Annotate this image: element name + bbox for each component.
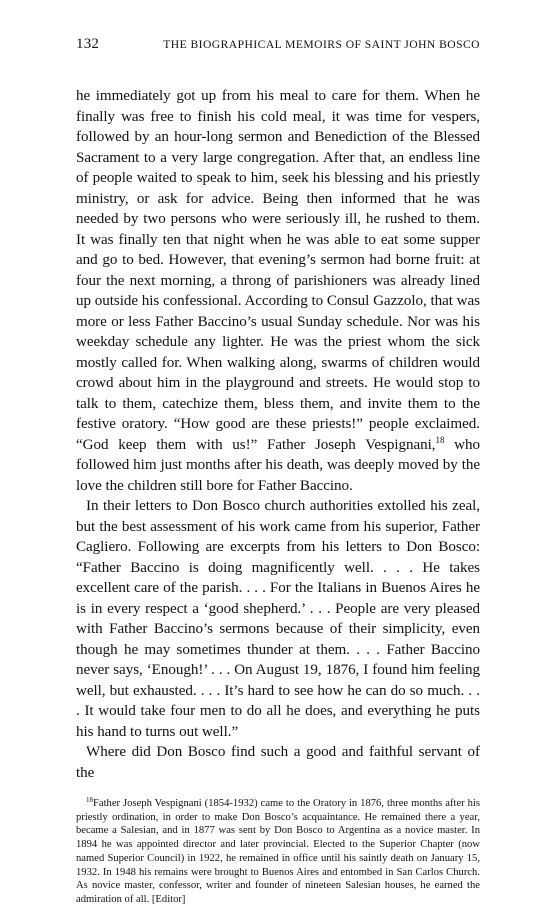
paragraph: Where did Don Bosco find such a good and faithful servant of the [76,744,480,781]
page-number: 132 [76,36,100,52]
paragraph: In their letters to Don Bosco church authorities extolled his zeal, but the best assessment of his work came from his superior, Father Cagliero. Following are excerpts from his letters to Don Bosco: “Father Baccino is doing magnificently well. . . . He takes excellent care of the parish. . . . For the Italians in Buenos Aires he is in every respect a ‘good shepherd.’ . . . People are very pleased with Father Baccino’s sermons because of their simplicity, even though he may sometimes thunder at them. . . . Father Baccino never says, ‘Enough!’ . . . On August 19, 1876, I found him feeling well, but exhausted. . . . It’s hard to see how he can do so much. . . . It would take four men to do all he does, and everything he puts his hand to turns out well.” [76,498,480,740]
book-title-header: THE BIOGRAPHICAL MEMOIRS OF SAINT JOHN BOSCO [163,38,480,51]
footnote-text: Father Joseph Vespignani (1854-1932) came to the Oratory in 1876, three months after his priestly ordination, in order to make Don Bosco’s acquaintance. He remained there a year, became a Salesian, and in 1877 was sent by Don Bosco to Argentina as a novice master. In 1894 he was appointed director and later provincial. Elected to the Superior Chapter (now named Superior Council) in 1922, he remained in office until his saintly death on January 15, 1932. In 1948 his remains were brought to Buenos Aires and entombed in San Carlos Church. As novice master, confessor, writer and founder of nineteen Salesian houses, he earned the admiration of all. [Editor] [76,798,480,905]
footnote-reference: 18 [435,434,445,445]
paragraph [76,86,480,496]
main-text [76,86,480,783]
paragraph-text: he immediately got up from his meal to care for them. When he finally was free to finish his cold meal, it was time for vespers, followed by an hour-long sermon and Benediction of the Blessed Sacrament to a very large congregation. After that, an endless line of people waited to speak to him, seek his blessing and his priestly ministry, or ask for advice. Being then informed that he was needed by two persons who were seriously ill, he rushed to them. It was finally ten that night when he was able to eat some supper and go to bed. However, that evening’s sermon had borne fruit: at four the next morning, a throng of parishioners was already lined up outside his confessional. According to Consul Gazzolo, that was more or less Father Baccino’s usual Sunday schedule. Nor was his weekday schedule any lighter. He was the priest whom the sick mostly called for. When walking along, swarms of children would crowd about him in the playground and streets. He would stop to talk to them, catechize them, bless them, and invite them to the festive oratory. “How good are these priests!” people exclaimed. “God keep them with us!” Father Joseph Vespignani, [76,88,480,453]
footnote [76,797,480,907]
book-page [76,36,480,907]
paragraph-text: who followed him just months after his death, was deeply moved by the love the children still bore for Father Baccino. [76,436,480,494]
running-head [76,36,480,56]
footnote-number: 18 [86,796,93,804]
